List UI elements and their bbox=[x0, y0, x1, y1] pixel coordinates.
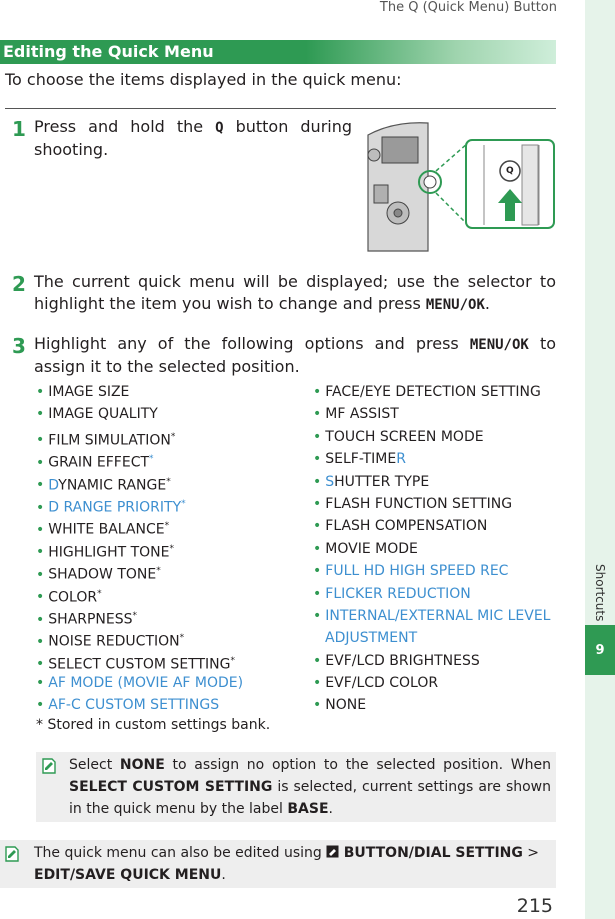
option-label: SHADOW TONE bbox=[48, 566, 157, 583]
option-label: SHUTTER TYPE bbox=[325, 473, 430, 490]
running-header: The Q (Quick Menu) Button bbox=[379, 0, 557, 15]
option-item bbox=[36, 471, 243, 493]
note-icon bbox=[41, 758, 57, 774]
option-label: MF ASSIST bbox=[325, 406, 399, 423]
bullet-icon: • bbox=[36, 522, 45, 538]
section-title: Editing the Quick Menu bbox=[3, 42, 214, 61]
option-item bbox=[36, 672, 243, 694]
bullet-icon: • bbox=[36, 697, 45, 714]
bullet-icon: • bbox=[313, 406, 322, 423]
bullet-icon: • bbox=[313, 585, 322, 602]
option-item bbox=[313, 605, 550, 627]
option-label: FULL HD HIGH SPEED REC bbox=[325, 563, 509, 580]
option-item bbox=[313, 426, 550, 448]
custom-bank-asterisk: * bbox=[169, 543, 174, 554]
divider bbox=[5, 108, 556, 109]
bullet-icon: • bbox=[36, 499, 45, 516]
custom-bank-asterisk: * bbox=[181, 498, 186, 509]
bullet-icon: • bbox=[313, 384, 322, 400]
option-item bbox=[36, 426, 243, 448]
option-label: SELF-TIMER bbox=[325, 451, 406, 468]
custom-bank-asterisk: * bbox=[179, 633, 185, 644]
option-item bbox=[36, 403, 243, 425]
page-number: 215 bbox=[516, 895, 553, 917]
option-label: NOISE REDUCTION bbox=[48, 633, 180, 650]
bullet-icon: • bbox=[313, 697, 322, 714]
section-heading-bar bbox=[0, 40, 556, 64]
bullet-icon: • bbox=[36, 477, 45, 494]
bullet-icon: • bbox=[36, 589, 45, 606]
menu-ok-key-label: MENU/OK bbox=[469, 337, 529, 353]
q-key-label: Q bbox=[215, 120, 224, 136]
option-label: FACE/EYE DETECTION SETTING bbox=[325, 384, 541, 400]
step-1-number: 1 bbox=[12, 117, 26, 141]
option-label: COLOR bbox=[48, 589, 98, 606]
note-text: Select NONE to assign no option to the selected position. When SELECT CUSTOM SETTING is selected, current settings are shown in the quick menu by the label BASE. bbox=[69, 757, 551, 817]
option-label: FLICKER REDUCTION bbox=[325, 585, 471, 602]
option-item bbox=[36, 538, 243, 560]
option-item bbox=[36, 694, 243, 716]
option-item bbox=[313, 672, 550, 694]
option-label: AF MODE (MOVIE AF MODE) bbox=[48, 675, 244, 692]
options-list-right bbox=[313, 381, 550, 717]
options-list-left bbox=[36, 381, 243, 717]
option-item bbox=[313, 448, 550, 470]
option-item bbox=[313, 471, 550, 493]
custom-bank-asterisk: * bbox=[97, 588, 102, 599]
option-label: EVF/LCD BRIGHTNESS bbox=[325, 652, 480, 669]
option-item bbox=[36, 627, 243, 649]
option-item bbox=[313, 515, 550, 537]
bullet-icon: • bbox=[313, 451, 322, 468]
chapter-side-tab bbox=[585, 0, 615, 919]
bullet-icon: • bbox=[313, 518, 322, 535]
bullet-icon: • bbox=[313, 652, 322, 669]
option-label: INTERNAL/EXTERNAL MIC LEVEL bbox=[325, 607, 551, 624]
custom-bank-asterisk: * bbox=[166, 476, 171, 487]
camera-illustration bbox=[364, 115, 558, 255]
option-item bbox=[36, 448, 243, 470]
option-item bbox=[313, 694, 550, 716]
custom-bank-asterisk: * bbox=[132, 610, 138, 621]
option-label: EVF/LCD COLOR bbox=[325, 675, 439, 692]
option-label: GRAIN EFFECT bbox=[48, 454, 150, 471]
option-label: SELECT CUSTOM SETTING bbox=[48, 656, 231, 673]
bullet-icon: • bbox=[313, 540, 322, 557]
option-item-continued: ADJUSTMENT bbox=[325, 630, 418, 647]
setup-menu-icon bbox=[326, 845, 339, 858]
option-item bbox=[313, 560, 550, 582]
bullet-icon: • bbox=[36, 454, 45, 471]
option-item bbox=[313, 583, 550, 605]
option-item bbox=[36, 650, 243, 672]
option-label: FLASH COMPENSATION bbox=[325, 518, 488, 535]
option-label: WHITE BALANCE bbox=[48, 522, 165, 538]
option-label: AF-C CUSTOM SETTINGS bbox=[48, 697, 220, 714]
option-label: TOUCH SCREEN MODE bbox=[325, 428, 484, 445]
step-3-text: Highlight any of the following options and press MENU/OK to assign it to the selected position. bbox=[34, 334, 557, 376]
note-box-edit-quick-menu bbox=[0, 840, 556, 888]
custom-bank-asterisk: * bbox=[149, 454, 154, 465]
option-item bbox=[313, 493, 550, 515]
camera-q-button-label: Q bbox=[506, 166, 514, 176]
option-label: DYNAMIC RANGE bbox=[48, 477, 167, 494]
option-label: IMAGE SIZE bbox=[48, 384, 130, 400]
option-item bbox=[313, 403, 550, 425]
option-item bbox=[313, 650, 550, 672]
bullet-icon: • bbox=[36, 633, 45, 650]
bullet-icon: • bbox=[36, 675, 45, 692]
bullet-icon: • bbox=[36, 544, 45, 561]
option-label: FLASH FUNCTION SETTING bbox=[325, 495, 513, 512]
custom-bank-asterisk: * bbox=[170, 431, 176, 442]
bullet-icon: • bbox=[36, 384, 45, 400]
option-item bbox=[36, 560, 243, 582]
step-1-text: Press and hold the Q button during shooting. bbox=[34, 117, 353, 159]
bullet-icon: • bbox=[36, 566, 45, 583]
option-item bbox=[313, 381, 550, 403]
custom-bank-asterisk: * bbox=[164, 521, 170, 532]
intro-text: To choose the items displayed in the quick menu: bbox=[5, 70, 402, 89]
option-item bbox=[36, 515, 243, 537]
bullet-icon: • bbox=[36, 432, 45, 449]
bullet-icon: • bbox=[313, 473, 322, 490]
menu-ok-key-label: MENU/OK bbox=[425, 297, 485, 313]
bullet-icon: • bbox=[313, 675, 322, 692]
option-item bbox=[313, 538, 550, 560]
option-label: FILM SIMULATION bbox=[48, 432, 171, 449]
bullet-icon: • bbox=[313, 428, 322, 445]
option-label: NONE bbox=[325, 697, 367, 714]
option-label: SHARPNESS bbox=[48, 611, 133, 628]
option-item bbox=[36, 605, 243, 627]
option-item bbox=[36, 583, 243, 605]
option-label: HIGHLIGHT TONE bbox=[48, 544, 170, 561]
note-icon bbox=[4, 846, 20, 862]
note-box-custom-settings bbox=[36, 752, 556, 822]
custom-bank-asterisk: * bbox=[230, 655, 235, 666]
bullet-icon: • bbox=[36, 406, 45, 423]
footnote: * Stored in custom settings bank. bbox=[36, 717, 271, 733]
step-2-text: The current quick menu will be displayed; use the selector to highlight the item you wish to change and press MENU/OK. bbox=[34, 272, 556, 313]
option-label: IMAGE QUALITY bbox=[48, 406, 158, 423]
option-label: D RANGE PRIORITY bbox=[48, 499, 182, 516]
bullet-icon: • bbox=[313, 495, 322, 512]
bullet-icon: • bbox=[313, 607, 322, 624]
chapter-number: 9 bbox=[585, 625, 615, 675]
bullet-icon: • bbox=[313, 563, 322, 580]
option-item bbox=[36, 381, 243, 403]
option-item bbox=[36, 493, 243, 515]
bullet-icon: • bbox=[36, 611, 45, 628]
step-3-number: 3 bbox=[12, 334, 26, 358]
step-2-number: 2 bbox=[12, 272, 26, 296]
custom-bank-asterisk: * bbox=[156, 566, 161, 577]
chapter-label: Shortcuts bbox=[593, 564, 607, 622]
note-text: The quick menu can also be edited using BUTTON/DIAL SETTING > EDIT/SAVE QUICK MENU. bbox=[34, 845, 540, 883]
bullet-icon: • bbox=[36, 656, 45, 673]
option-label: MOVIE MODE bbox=[325, 540, 418, 557]
